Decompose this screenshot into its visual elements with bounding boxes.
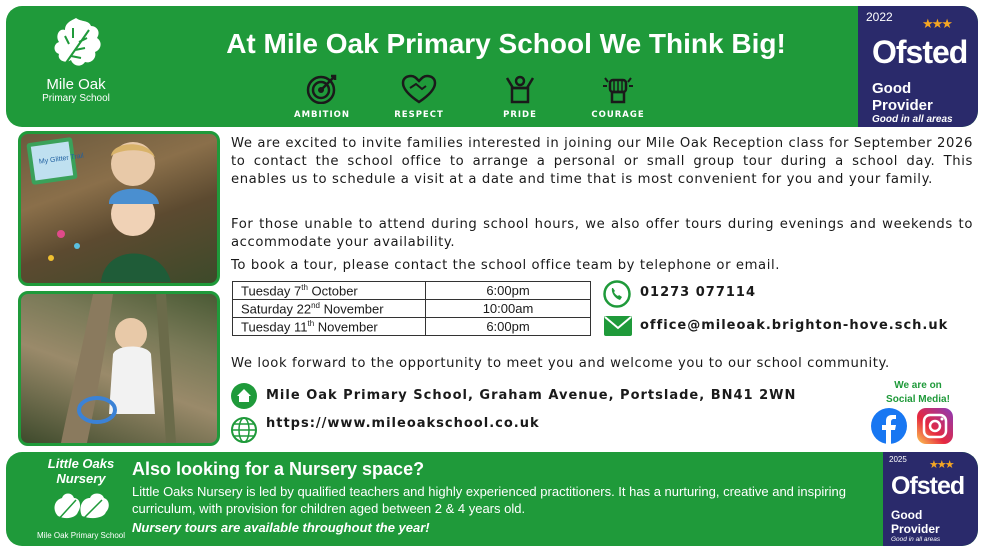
value-courage bbox=[578, 74, 658, 120]
table-row bbox=[233, 318, 591, 336]
value-label: COURAGE bbox=[591, 110, 645, 120]
header-banner bbox=[6, 6, 978, 127]
social-media-label: We are on Social Media! bbox=[886, 380, 950, 405]
oak-leaves-icon bbox=[46, 486, 116, 526]
tour-date: Tuesday 7th October bbox=[233, 282, 426, 300]
home-icon bbox=[230, 382, 258, 410]
value-respect bbox=[379, 74, 459, 120]
tour-date: Tuesday 11th November bbox=[233, 318, 426, 336]
ofsted-badge-2025 bbox=[883, 452, 978, 546]
glitter-trail-sign: My Glitter Trail bbox=[38, 152, 85, 166]
table-row bbox=[233, 300, 591, 318]
nursery-tours-note: Nursery tours are available throughout the year! bbox=[132, 520, 430, 535]
raised-fist-icon bbox=[601, 74, 635, 104]
ofsted-brand: Ofsted bbox=[872, 34, 968, 70]
school-logo bbox=[26, 14, 126, 114]
value-ambition bbox=[282, 74, 362, 120]
tours-paragraph: For those unable to attend during school hours, we also offer tours during evenings and weekends to accommodate your availability. bbox=[231, 217, 973, 250]
oak-leaf-icon bbox=[45, 14, 107, 74]
ofsted-tagline: Good in all areas bbox=[891, 536, 941, 543]
email-address[interactable]: office@mileoak.brighton-hove.sch.uk bbox=[640, 318, 949, 333]
phone-number[interactable]: 01273 077114 bbox=[640, 285, 757, 300]
school-website[interactable]: https://www.mileoakschool.co.uk bbox=[266, 416, 540, 431]
globe-icon bbox=[230, 416, 258, 444]
value-label: AMBITION bbox=[294, 110, 350, 120]
photo-children-glitter-trail bbox=[18, 131, 220, 286]
target-icon bbox=[305, 74, 339, 104]
ofsted-brand: Ofsted bbox=[891, 472, 965, 500]
trophy-person-icon bbox=[503, 74, 537, 104]
school-address: Mile Oak Primary School, Graham Avenue, Portslade, BN41 2WN bbox=[266, 388, 797, 403]
photo-illustration bbox=[21, 134, 217, 283]
nursery-title: Also looking for a Nursery space? bbox=[132, 459, 425, 479]
phone-icon bbox=[603, 280, 631, 308]
value-pride bbox=[480, 74, 560, 120]
headline: At Mile Oak Primary School We Think Big! bbox=[226, 28, 786, 59]
ofsted-rating: Good Provider bbox=[872, 80, 933, 114]
handshake-heart-icon bbox=[401, 74, 437, 104]
intro-paragraph: We are excited to invite families interested in joining our Mile Oak Reception class for September 2026 to contact the school office to arrange a personal or small group tour during a school day. This enables us to schedule a visit at a date and time that is most convenient for you and your family. bbox=[231, 136, 973, 187]
ofsted-year: 2022 bbox=[866, 10, 893, 24]
photo-child-in-tree bbox=[18, 291, 220, 446]
facebook-icon[interactable] bbox=[871, 408, 907, 444]
ofsted-year: 2025 bbox=[889, 455, 907, 464]
nursery-description: Little Oaks Nursery is led by qualified teachers and highly experienced practitioners. It has a nurturing, creative and inspiring curriculum, with provision for children aged between 2 & 4 years old. bbox=[132, 484, 846, 516]
tour-time: 6:00pm bbox=[426, 318, 591, 336]
logo-subtitle: Primary School bbox=[42, 93, 110, 104]
tour-time: 10:00am bbox=[426, 300, 591, 318]
welcome-paragraph: We look forward to the opportunity to meet you and welcome you to our school community. bbox=[231, 356, 890, 371]
ofsted-stars-icon: ★★★ bbox=[922, 16, 951, 31]
nursery-logo bbox=[26, 456, 136, 542]
nursery-banner bbox=[6, 452, 978, 546]
ofsted-stars-icon: ★★★ bbox=[929, 459, 953, 471]
email-icon bbox=[604, 316, 632, 336]
tour-date: Saturday 22nd November bbox=[233, 300, 426, 318]
instagram-icon[interactable] bbox=[916, 408, 954, 444]
nursery-logo-subtitle: Mile Oak Primary School bbox=[36, 531, 126, 540]
photo-illustration bbox=[21, 294, 217, 443]
ofsted-tagline: Good in all areas bbox=[872, 114, 953, 125]
ofsted-badge-2022 bbox=[858, 6, 978, 127]
value-label: PRIDE bbox=[503, 110, 537, 120]
nursery-logo-name: Little Oaks Nursery bbox=[47, 456, 115, 486]
tour-schedule-table bbox=[232, 281, 591, 336]
tour-time: 6:00pm bbox=[426, 282, 591, 300]
ofsted-rating: Good Provider bbox=[891, 508, 940, 536]
booking-paragraph: To book a tour, please contact the school office team by telephone or email. bbox=[231, 258, 781, 273]
value-label: RESPECT bbox=[394, 110, 444, 120]
logo-name: Mile Oak bbox=[46, 76, 106, 93]
table-row bbox=[233, 282, 591, 300]
